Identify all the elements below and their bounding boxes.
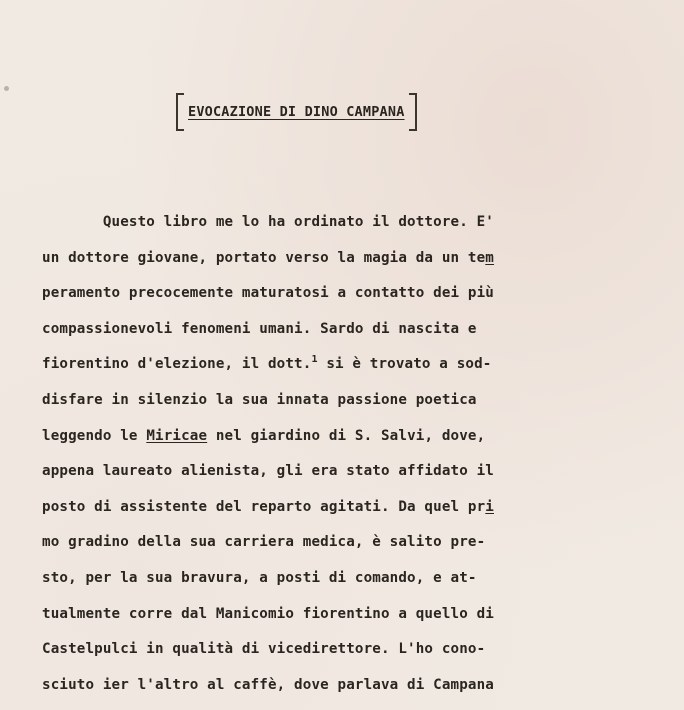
body-line xyxy=(42,383,642,419)
body-line xyxy=(42,668,642,704)
line-text: appena laureato alienista, gli era stato affidato il xyxy=(42,463,494,480)
body-line xyxy=(42,241,642,277)
line-text: fiorentino d'elezione, il dott. xyxy=(42,356,312,373)
line-text: leggendo le xyxy=(42,427,147,444)
indent xyxy=(42,214,103,230)
left-bracket xyxy=(176,93,184,131)
line-text: sto, per la sua bravura, a posti di comando, e at- xyxy=(42,569,477,586)
body-line xyxy=(42,419,642,455)
body-line xyxy=(42,632,642,668)
body-line xyxy=(42,525,642,561)
underlined-letter: i xyxy=(485,498,494,515)
document-title: EVOCAZIONE DI DINO CAMPANA xyxy=(188,104,405,120)
line-text: mo gradino della sua carriera medica, è salito pre- xyxy=(42,534,486,551)
body-line xyxy=(42,490,642,526)
line-text: compassionevoli fenomeni umani. Sardo di nascita e xyxy=(42,320,477,337)
right-bracket xyxy=(409,93,417,131)
body-line xyxy=(42,205,642,241)
line-text: disfare in silenzio la sua innata passione poetica xyxy=(42,391,477,408)
line-text: si è trovato a sod- xyxy=(317,356,492,373)
body-text xyxy=(42,205,642,703)
title-block xyxy=(176,92,417,132)
line-text: tualmente corre dal Manicomio fiorentino a quello di xyxy=(42,605,494,622)
body-line xyxy=(42,347,642,383)
body-line xyxy=(42,454,642,490)
body-line xyxy=(42,561,642,597)
body-line xyxy=(42,276,642,312)
line-text: peramento precocemente maturatosi a contatto dei più xyxy=(42,285,494,302)
punch-hole-mark xyxy=(4,86,9,91)
footnote-mark: 1 xyxy=(311,354,318,366)
line-text: posto di assistente del reparto agitati. Da quel pr xyxy=(42,498,486,515)
line-text: un dottore giovane, portato verso la magia da un te xyxy=(42,249,486,266)
line-text: Questo libro me lo ha ordinato il dottore. E' xyxy=(102,214,494,230)
line-text: Castelpulci in qualità di vicedirettore. L'ho cono- xyxy=(42,641,486,658)
underlined-letter: m xyxy=(485,249,494,266)
line-text: nel giardino di S. Salvi, dove, xyxy=(207,427,486,444)
body-line xyxy=(42,597,642,633)
underlined-title: Miricae xyxy=(146,427,208,444)
line-text: sciuto ier l'altro al caffè, dove parlava di Campana xyxy=(42,676,494,693)
body-line xyxy=(42,312,642,348)
